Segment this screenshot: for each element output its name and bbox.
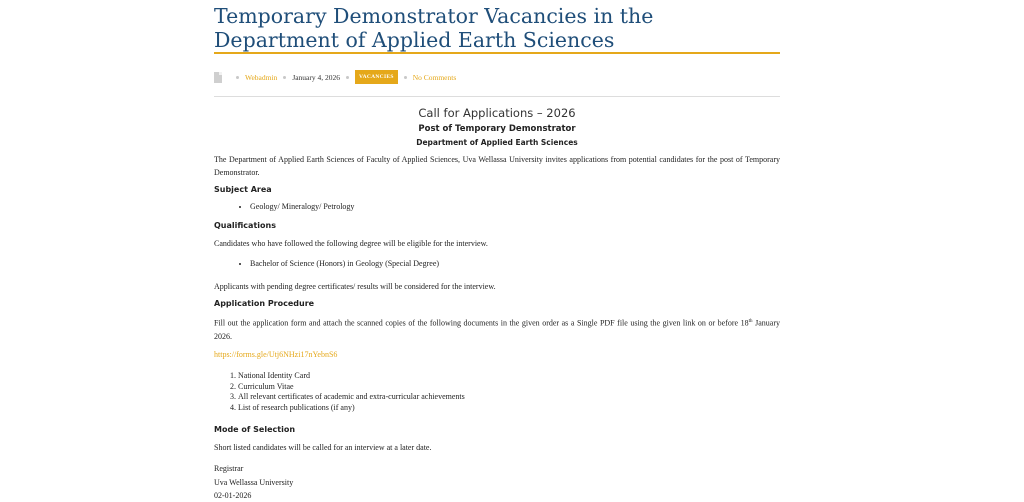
list-item: • Geology/ Mineralogy/ Petrology xyxy=(250,200,354,213)
category-badge[interactable]: VACANCIES xyxy=(355,70,398,84)
post-meta xyxy=(214,69,456,85)
procedure-superscript: th xyxy=(748,319,753,324)
post-date: January 4, 2026 xyxy=(292,72,341,82)
title-divider xyxy=(214,52,780,54)
list-item: 1. National Identity Card xyxy=(238,371,465,382)
author-link[interactable]: Webadmin xyxy=(245,72,278,82)
signature-org: Uva Wellassa University xyxy=(214,478,294,487)
subject-list xyxy=(214,200,354,213)
separator-dot xyxy=(346,76,349,79)
list-item: • Bachelor of Science (Honors) in Geology (Special Degree) xyxy=(250,257,439,270)
meta-divider xyxy=(214,96,780,97)
list-item: 3. All relevant certificates of academic and extra-curricular achievements xyxy=(238,392,465,403)
qualifications-heading: Qualifications xyxy=(214,221,276,230)
post-heading: Post of Temporary Demonstrator xyxy=(418,124,576,134)
department-heading: Department of Applied Earth Sciences xyxy=(416,138,578,147)
signature-role: Registrar xyxy=(214,464,244,473)
procedure-text-end: January 2026. xyxy=(214,318,780,341)
qualifications-list xyxy=(214,257,439,270)
qualifications-text: Candidates who have followed the following degree will be eligible for the interview. xyxy=(214,239,488,248)
selection-heading: Mode of Selection xyxy=(214,425,296,434)
list-item: 2. Curriculum Vitae xyxy=(238,382,465,393)
selection-text: Short listed candidates will be called for an interview at a later date. xyxy=(214,443,432,452)
separator-dot xyxy=(283,76,286,79)
page-title: Temporary Demonstrator Vacancies in the Department of Applied Earth Sciences xyxy=(214,4,654,52)
documents-list xyxy=(214,371,465,413)
subject-heading: Subject Area xyxy=(214,185,272,194)
comments-link[interactable]: No Comments xyxy=(412,72,457,82)
signature-date: 02-01-2026 xyxy=(214,491,252,500)
procedure-text: Fill out the application form and attach the scanned copies of the following documents in the given order as a Single PDF file using the given link on or before 18 xyxy=(214,318,749,328)
separator-dot xyxy=(236,76,239,79)
call-title: Call for Applications – 2026 xyxy=(418,106,576,120)
document-icon xyxy=(214,72,222,83)
pending-note: Applicants with pending degree certificates/ results will be considered for the interview. xyxy=(214,282,496,291)
application-form-link[interactable]: https://forms.gle/Utj6NHzi17nYebnS6 xyxy=(214,350,338,359)
separator-dot xyxy=(404,76,407,79)
procedure-paragraph xyxy=(214,315,780,343)
procedure-heading: Application Procedure xyxy=(214,299,315,308)
intro-paragraph: The Department of Applied Earth Sciences of Faculty of Applied Sciences, Uva Wellassa University invites applications from potential candidates for the post of Temporary Demonstrator. xyxy=(214,155,780,177)
list-item: 4. List of research publications (if any) xyxy=(238,403,465,414)
